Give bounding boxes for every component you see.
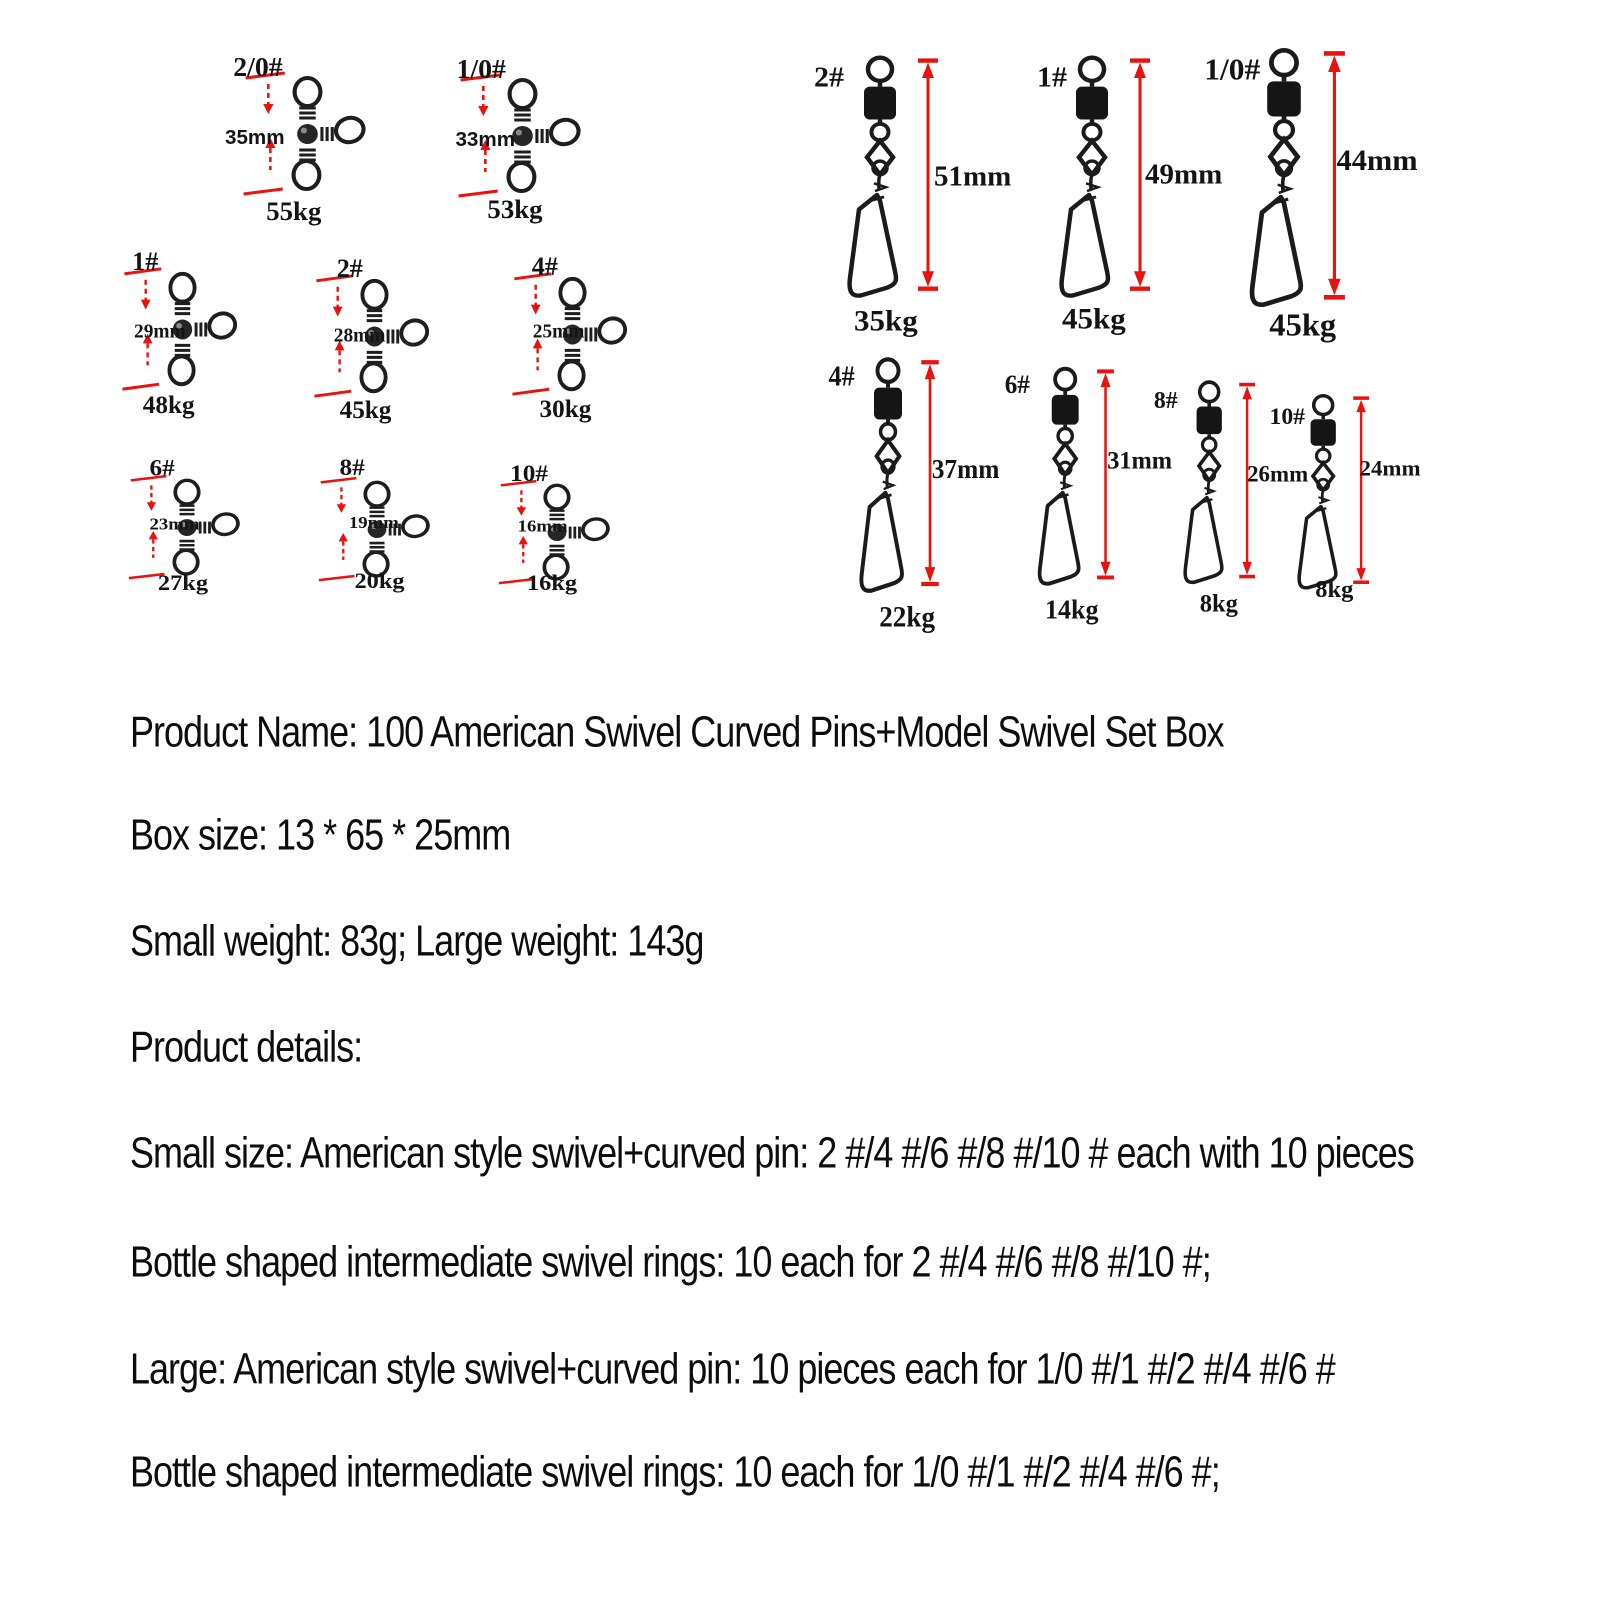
size-label: 10# [510, 462, 549, 487]
size-label: 10# [1269, 404, 1306, 430]
length-label: 49mm [1145, 159, 1223, 191]
length-label: 51mm [934, 161, 1012, 193]
description-line: Small size: American style swivel+curved pin: 2 #/4 #/6 #/8 #/10 # each with 10 pieces [130, 1127, 1414, 1178]
size-label: 1/0# [1204, 51, 1261, 87]
size-label: 2# [814, 62, 844, 94]
length-label: 44mm [1336, 143, 1418, 178]
length-label: 37mm [931, 454, 1000, 485]
snap-swivel-item [1260, 388, 1421, 622]
weight-label: 16kg [527, 571, 578, 596]
length-label: 31mm [1107, 446, 1173, 475]
weight-label: 45kg [1269, 306, 1337, 343]
description-line: Large: American style swivel+curved pin: 10 pieces each for 1/0 #/1 #/2 #/4 #/6 # [130, 1343, 1335, 1394]
size-label: 4# [828, 360, 855, 392]
size-label: 8# [1153, 387, 1178, 415]
weight-label: 8kg [1199, 590, 1238, 618]
description-line: Product details: [130, 1021, 363, 1072]
length-label: 25mm [532, 321, 585, 343]
three-way-swivel-item [225, 42, 390, 227]
description-line: Bottle shaped intermediate swivel rings: 10 each for 1/0 #/1 #/2 #/4 #/6 #; [130, 1446, 1220, 1497]
length-label: 23mm [149, 514, 200, 534]
snap-swivel-item [1200, 40, 1418, 350]
snap-swivel-item [1012, 48, 1223, 338]
length-label: 33mm [455, 129, 516, 151]
weight-label: 55kg [266, 196, 322, 226]
description-line: Product Name: 100 American Swivel Curved Pins+Model Swivel Set Box [130, 706, 1224, 757]
weight-label: 45kg [339, 394, 392, 425]
weight-label: 35kg [854, 303, 918, 338]
weight-label: 14kg [1045, 594, 1099, 625]
description-line: Small weight: 83g; Large weight: 143g [130, 915, 704, 966]
size-label: 4# [531, 250, 558, 281]
three-way-swivel-item [297, 245, 452, 429]
size-label: 2/0# [233, 52, 283, 82]
size-label: 1# [1037, 62, 1067, 94]
size-label: 6# [149, 456, 175, 481]
weight-label: 45kg [1062, 301, 1126, 336]
three-way-swivel-item [440, 44, 605, 229]
three-way-swivel-item [105, 238, 260, 422]
three-way-swivel-item [482, 455, 632, 611]
size-label: 1/0# [456, 54, 506, 84]
weight-label: 20kg [354, 568, 405, 594]
weight-label: 8kg [1315, 576, 1354, 604]
weight-label: 48kg [142, 389, 195, 420]
description-line: Box size: 13 * 65 * 25mm [130, 809, 511, 860]
length-label: 24mm [1359, 455, 1421, 481]
size-label: 2# [336, 252, 363, 283]
description-line: Bottle shaped intermediate swivel rings: 10 each for 2 #/4 #/6 #/8 #/10 #; [130, 1236, 1211, 1287]
weight-label: 30kg [539, 393, 592, 424]
length-label: 16mm [517, 516, 568, 536]
length-label: 19mm [348, 512, 399, 532]
weight-label: 53kg [487, 194, 543, 224]
three-way-swivel-item [112, 450, 262, 606]
length-label: 35mm [225, 127, 285, 149]
length-label: 28mm [333, 325, 386, 347]
weight-label: 27kg [157, 571, 209, 596]
three-way-swivel-item [302, 452, 452, 608]
snap-swivel-item [998, 360, 1173, 625]
length-label: 26mm [1247, 461, 1309, 488]
size-label: 8# [339, 455, 365, 481]
weight-label: 22kg [879, 601, 936, 634]
size-label: 6# [1004, 369, 1030, 400]
size-label: 1# [132, 245, 159, 276]
snap-swivel-item [800, 48, 1012, 338]
length-label: 29mm [134, 321, 186, 343]
three-way-swivel-item [495, 243, 650, 427]
snap-swivel-item [818, 350, 1000, 634]
